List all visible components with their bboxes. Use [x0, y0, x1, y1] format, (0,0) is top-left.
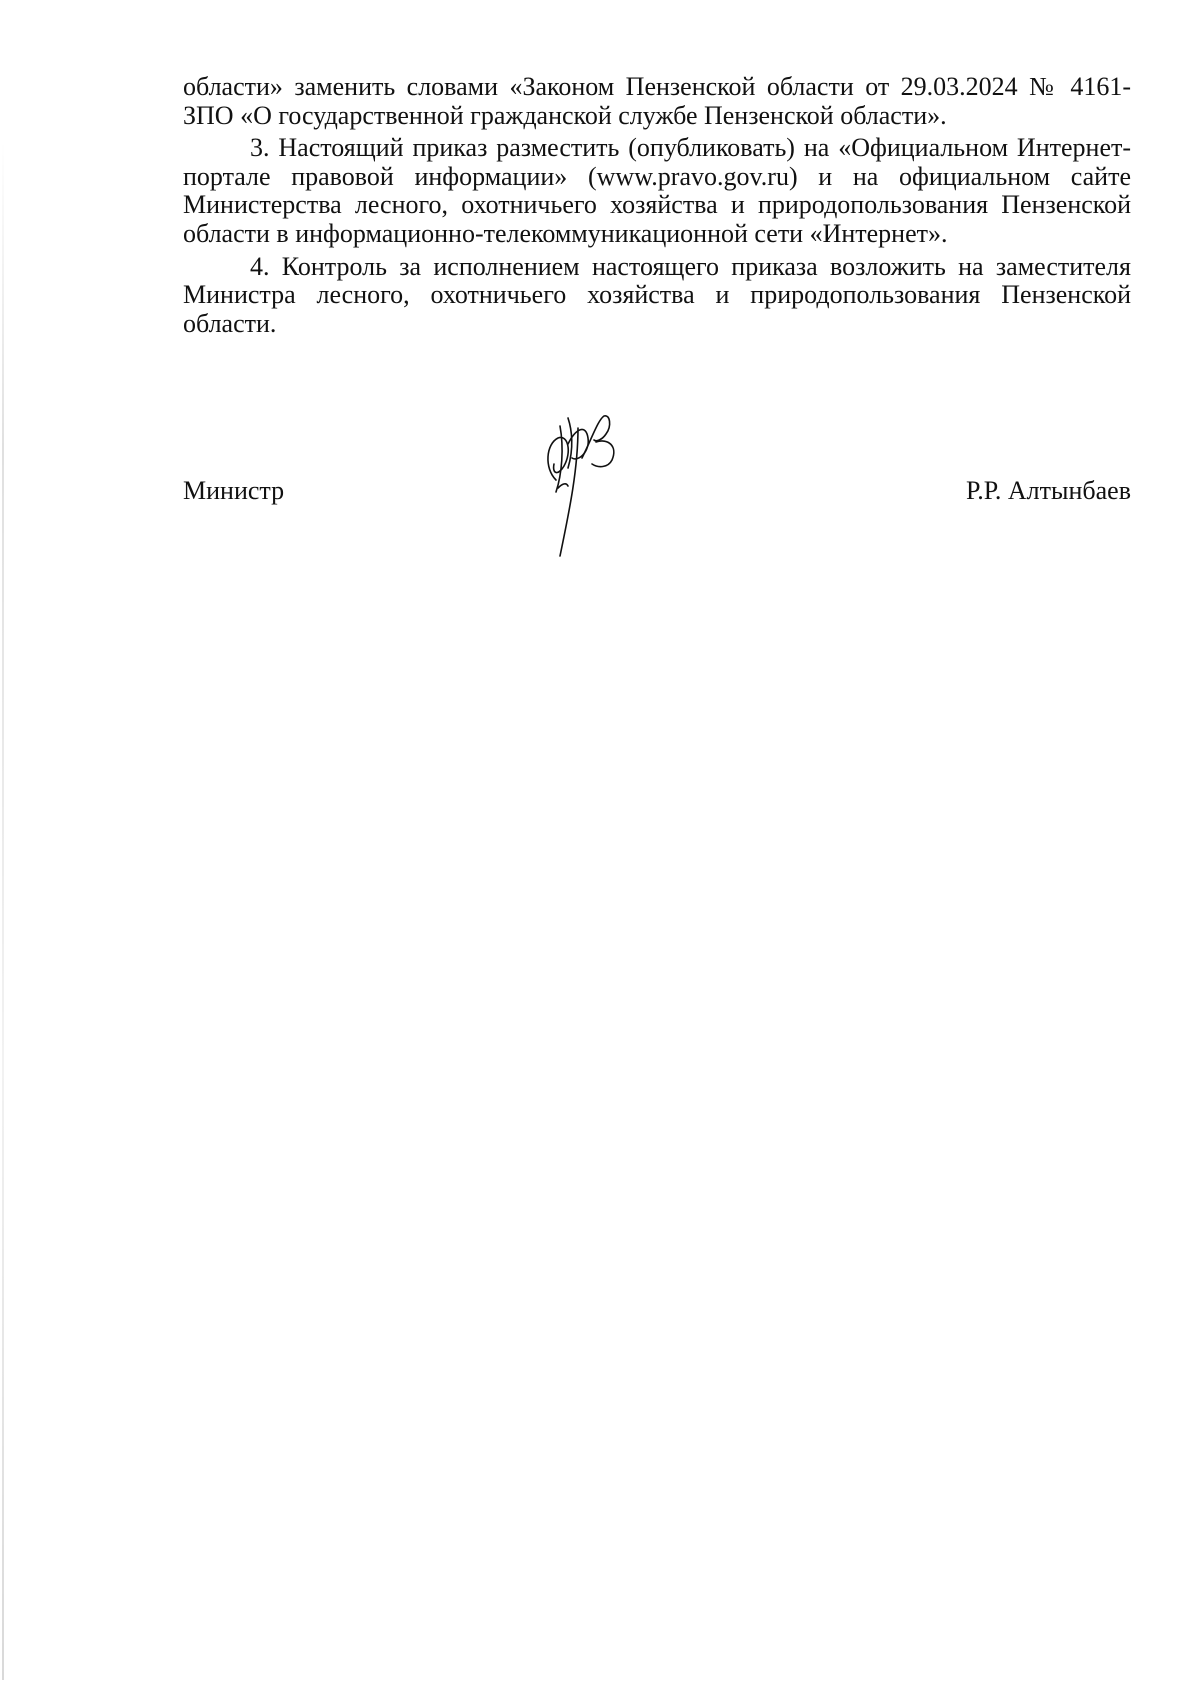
- paragraph-3: 3. Настоящий приказ разместить (опубликовать) на «Официальном Интернет-портале правовой информации» (www.pravo.gov.ru) и на официальном сайте Министерства лесного, охотничьего хозяйства и природопользования Пензенской области в информационно-телекоммуникационной сети «Интернет».: [183, 133, 1131, 248]
- signatory-name: Р.Р. Алтынбаев: [965, 476, 1131, 505]
- scan-edge-artifact: [2, 140, 4, 1680]
- signature-block: [183, 476, 1131, 516]
- document-body: [183, 73, 1131, 338]
- signatory-title: Министр: [183, 476, 285, 505]
- paragraph-continuation: области» заменить словами «Законом Пензенской области от 29.03.2024 № 4161-ЗПО «О государственной гражданской службе Пензенской области».: [183, 72, 1131, 130]
- paragraph-4: 4. Контроль за исполнением настоящего приказа возложить на заместителя Министра лесного, охотничьего хозяйства и природопользования Пензенской области.: [183, 251, 1131, 338]
